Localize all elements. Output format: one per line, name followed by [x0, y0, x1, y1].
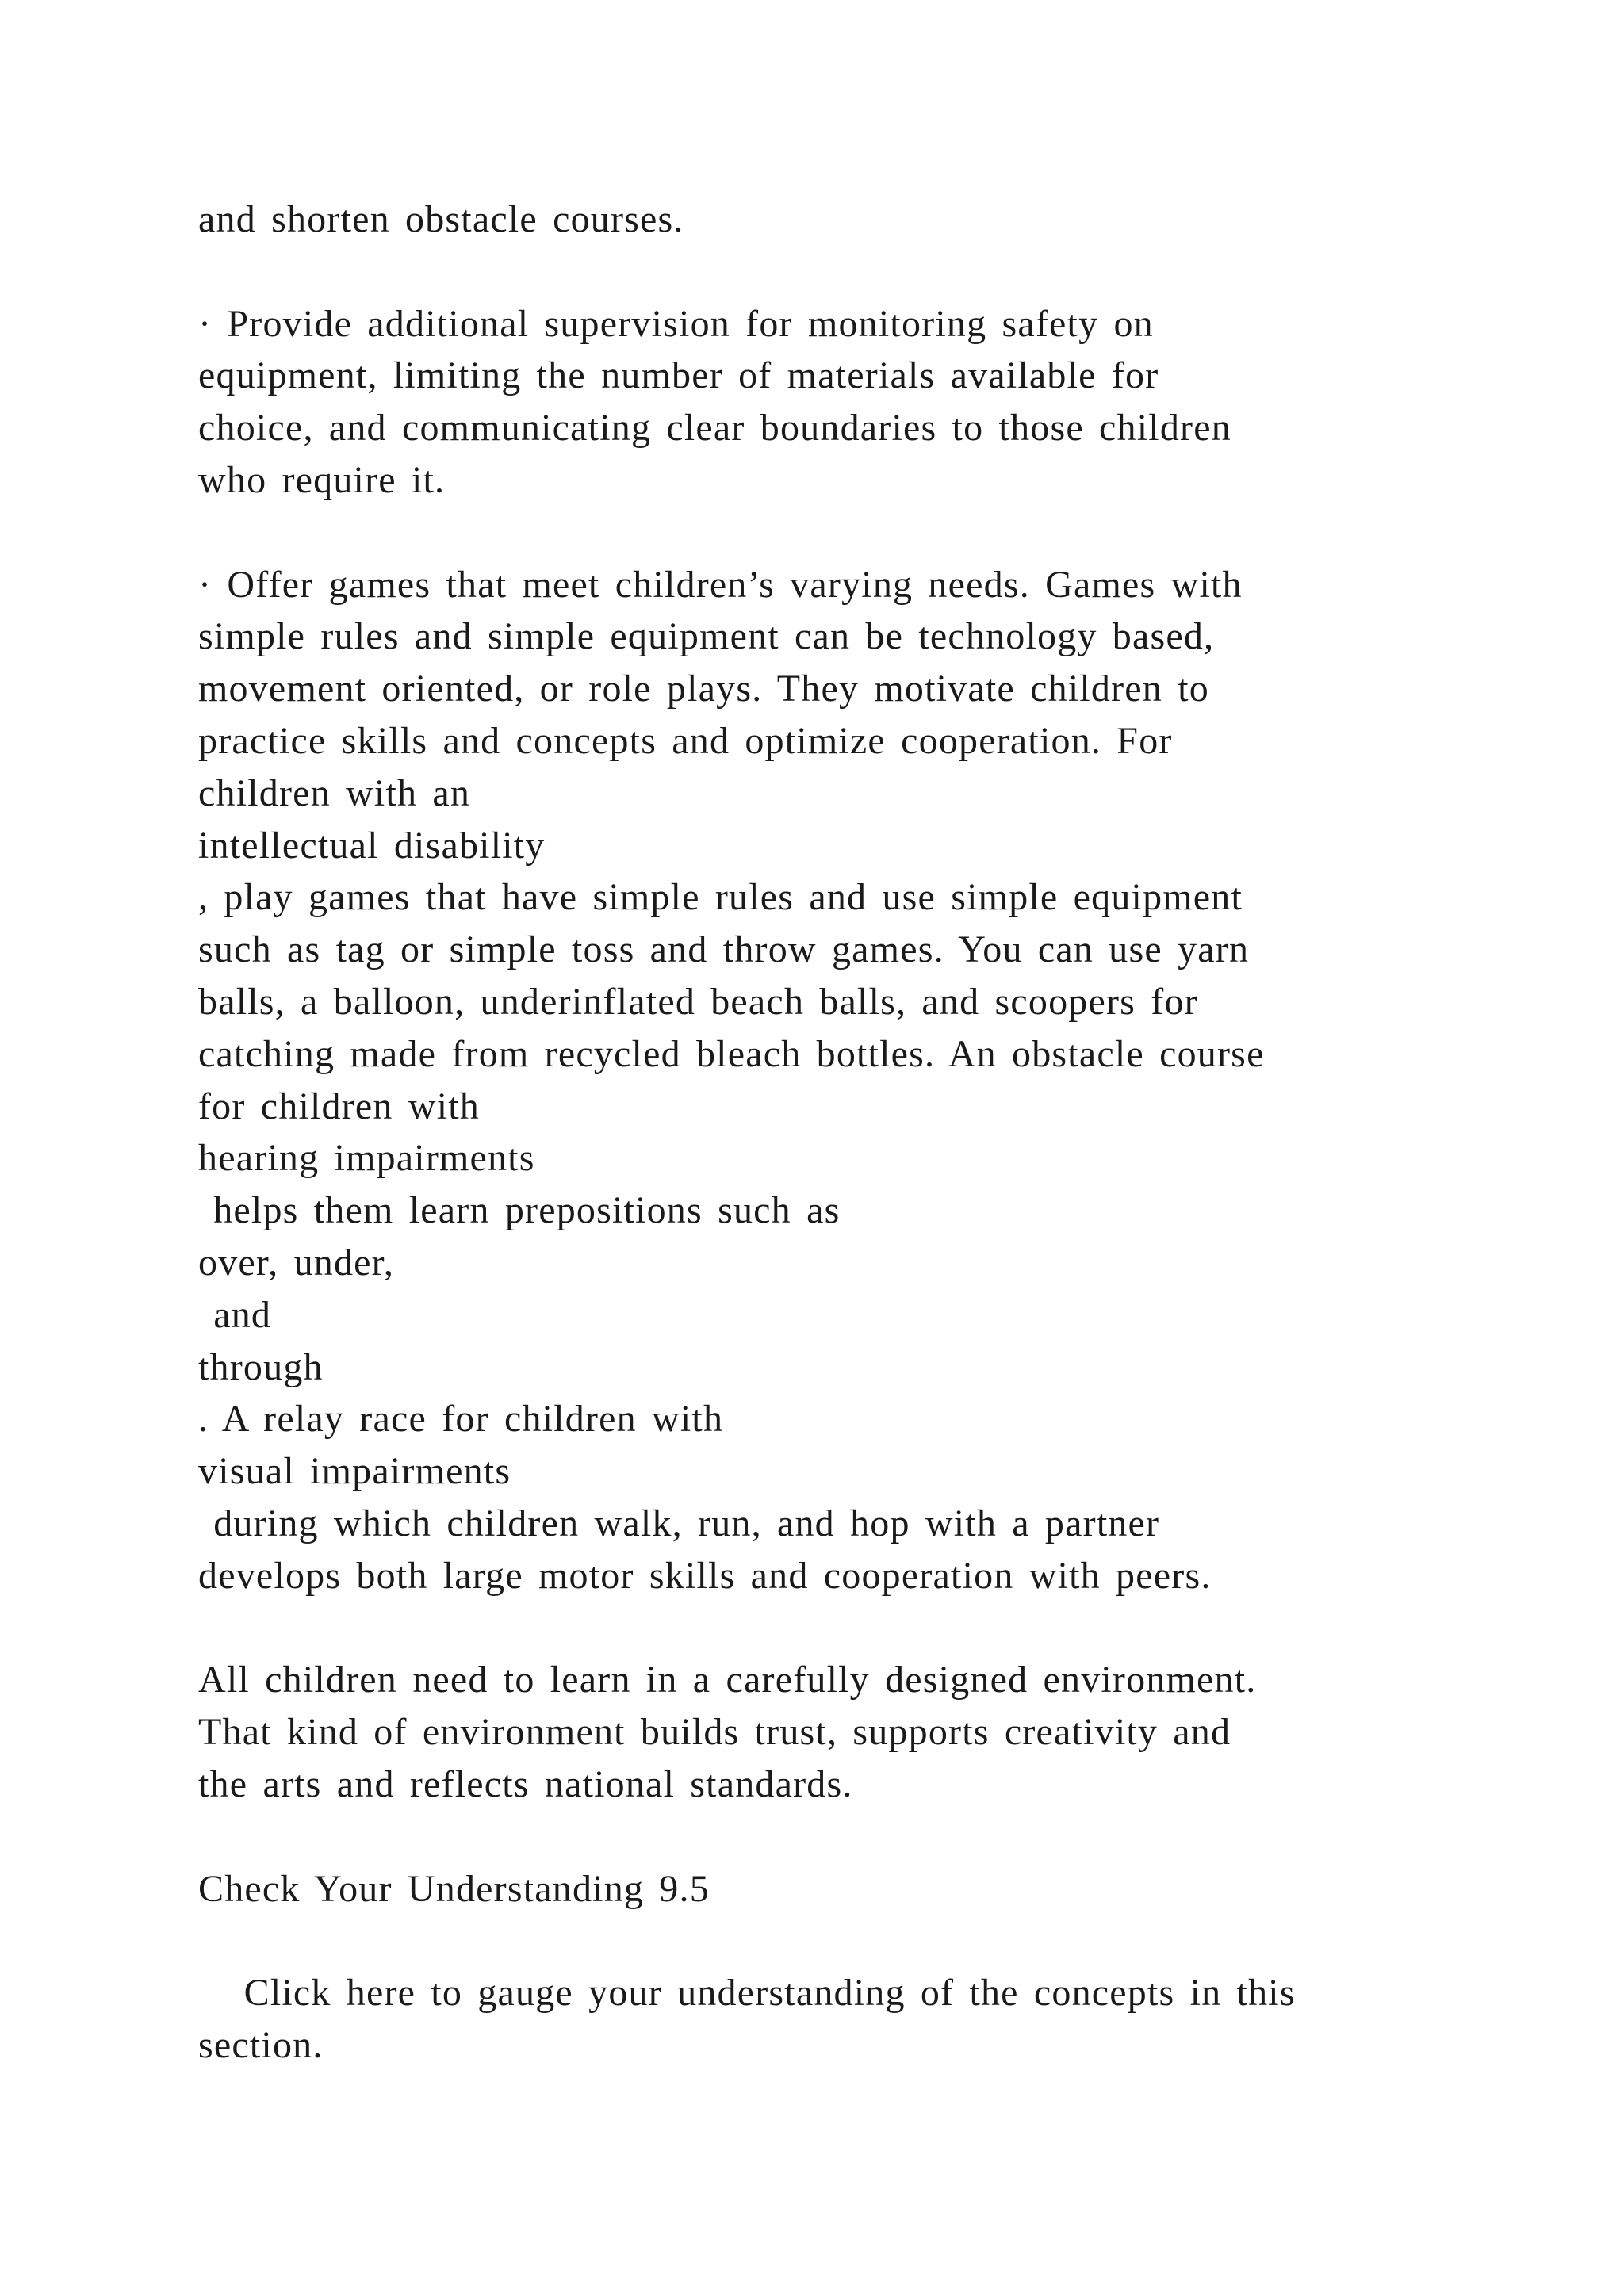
text-line: hearing impairments	[198, 1137, 535, 1180]
text-line: during which children walk, run, and hop with a partner	[198, 1502, 1160, 1544]
text-line: , play games that have simple rules and use simple equipment	[198, 876, 1243, 919]
text-line: children with an	[198, 771, 471, 814]
text-line: choice, and communicating clear boundaries to those children	[198, 407, 1231, 450]
text-line: intellectual disability	[198, 824, 546, 867]
text-line: over, under,	[198, 1241, 395, 1284]
text-line: practice skills and concepts and optimize cooperation. For	[198, 719, 1173, 762]
text-line: and	[198, 1293, 272, 1336]
text-line: develops both large motor skills and cooperation with peers.	[198, 1554, 1212, 1597]
text-line: such as tag or simple toss and throw games. You can use yarn	[198, 928, 1250, 971]
text-line: for children with	[198, 1085, 480, 1127]
text-line: visual impairments	[198, 1450, 511, 1493]
paragraph-gap	[198, 507, 1467, 559]
text-line: through	[198, 1345, 324, 1388]
text-line: helps them learn prepositions such as	[198, 1189, 841, 1232]
text-line: and shorten obstacle courses.	[198, 198, 684, 240]
paragraph-gap	[198, 1602, 1467, 1655]
text-line: . A relay race for children with	[198, 1398, 724, 1441]
text-line: All children need to learn in a carefully designed environment.	[198, 1659, 1257, 1701]
document-body	[198, 193, 1467, 2072]
text-line: balls, a balloon, underinflated beach balls, and scoopers for	[198, 980, 1198, 1023]
text-line: catching made from recycled bleach bottles. An obstacle course	[198, 1032, 1265, 1075]
text-line: who require it.	[198, 458, 446, 501]
paragraph-gap	[198, 1811, 1467, 1863]
text-line: the arts and reflects national standards.	[198, 1762, 853, 1805]
text-line: equipment, limiting the number of materials available for	[198, 354, 1159, 397]
text-line: · Provide additional supervision for monitoring safety on	[198, 302, 1154, 345]
paragraph-gap	[198, 246, 1467, 298]
text-line: section.	[198, 2023, 324, 2066]
text-line: movement oriented, or role plays. They motivate children to	[198, 668, 1209, 710]
text-line: · Offer games that meet children’s varying needs. Games with	[198, 563, 1243, 606]
paragraph-gap	[198, 1915, 1467, 1967]
text-line: simple rules and simple equipment can be technology based,	[198, 615, 1215, 658]
click-here-link[interactable]: Click here to gauge your understanding of the concepts in this	[198, 1972, 1296, 2015]
section-heading: Check Your Understanding 9.5	[198, 1867, 710, 1910]
text-line: That kind of environment builds trust, supports creativity and	[198, 1711, 1231, 1754]
